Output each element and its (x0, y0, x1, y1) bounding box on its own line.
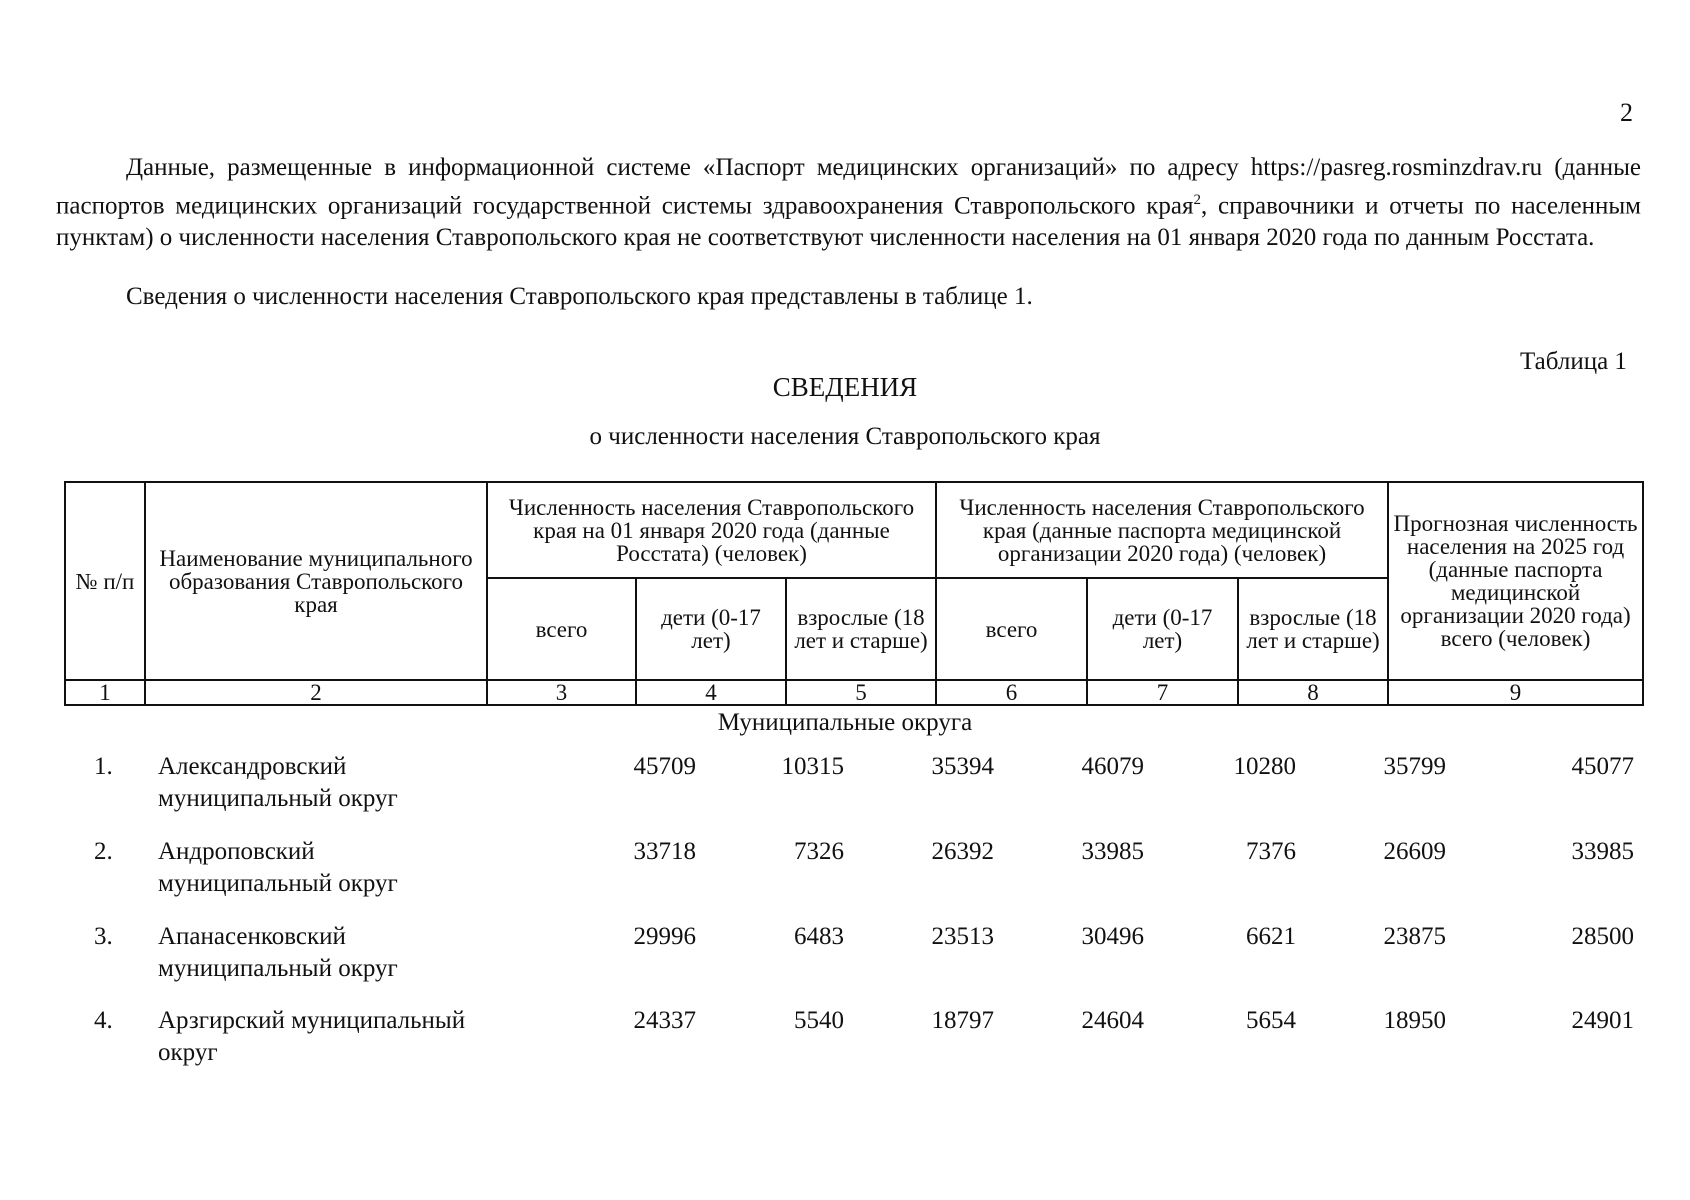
intro-paragraph-1 (56, 152, 1641, 254)
row-index: 3. (94, 923, 113, 950)
row-index: 2. (94, 838, 113, 865)
cell-passport-children: 7376 (1246, 838, 1296, 865)
header-rosstat-adults: взрослые (18 лет и старше) (786, 578, 936, 680)
table-row (64, 1005, 1642, 1085)
document-subtitle: о численности населения Ставропольского края (589, 423, 1101, 450)
header-forecast: Прогнозная численность населения на 2025 год (данные паспорта медицинской организации 2020 года) всего (человек) (1388, 482, 1643, 680)
cell-rosstat-total: 29996 (633, 923, 696, 950)
cell-rosstat-children: 7326 (794, 838, 844, 865)
cell-rosstat-adults: 23513 (931, 923, 994, 950)
column-number: 4 (636, 680, 786, 705)
cell-rosstat-adults: 18797 (931, 1007, 994, 1034)
cell-rosstat-children: 5540 (794, 1007, 844, 1034)
row-index: 1. (94, 753, 113, 780)
row-name: Андроповский муниципальный округ (158, 838, 398, 897)
header-passport-total: всего (936, 578, 1087, 680)
document-title: СВЕДЕНИЯ (772, 372, 918, 402)
column-number: 9 (1388, 680, 1643, 705)
cell-passport-children: 10280 (1233, 753, 1296, 780)
header-name: Наименование муниципального образования Ставропольского края (145, 482, 487, 680)
cell-rosstat-adults: 26392 (931, 838, 994, 865)
row-name: Александровский муниципальный округ (158, 753, 398, 812)
cell-passport-total: 30496 (1081, 923, 1144, 950)
cell-rosstat-children: 6483 (794, 923, 844, 950)
cell-rosstat-children: 10315 (781, 753, 844, 780)
footnote-mark: 2 (1193, 192, 1202, 208)
column-number: 5 (786, 680, 936, 705)
column-number: 7 (1087, 680, 1238, 705)
cell-passport-children: 5654 (1246, 1007, 1296, 1034)
cell-passport-total: 33985 (1081, 838, 1144, 865)
page-number: 2 (1620, 98, 1633, 127)
column-number: 6 (936, 680, 1087, 705)
cell-forecast: 24901 (1571, 1007, 1634, 1034)
population-table-header (64, 481, 1644, 706)
cell-passport-children: 6621 (1246, 923, 1296, 950)
column-number: 8 (1238, 680, 1388, 705)
row-name: Апанасенковский муниципальный округ (158, 923, 398, 982)
table-row (64, 921, 1642, 1001)
cell-forecast: 28500 (1571, 923, 1634, 950)
column-number: 2 (145, 680, 487, 705)
cell-forecast: 45077 (1571, 753, 1634, 780)
intro-text: Данные, размещенные в информационной системе «Паспорт медицинских организаций» по адресу https://pasreg.rosminzdrav.ru (данные паспортов медицинских организаций государственной системы здравоохранения Ставропольского края (56, 154, 1641, 220)
table-row (64, 751, 1642, 831)
row-name: Арзгирский муниципальный округ (158, 1007, 466, 1066)
cell-rosstat-total: 33718 (633, 838, 696, 865)
header-rosstat-children: дети (0-17 лет) (636, 578, 786, 680)
cell-forecast: 33985 (1571, 838, 1634, 865)
header-group-rosstat: Численность населения Ставропольского края на 01 января 2020 года (данные Росстата) (человек) (487, 482, 936, 578)
header-passport-children: дети (0-17 лет) (1087, 578, 1238, 680)
column-number: 3 (487, 680, 636, 705)
cell-passport-total: 46079 (1081, 753, 1144, 780)
cell-rosstat-adults: 35394 (931, 753, 994, 780)
column-number: 1 (65, 680, 145, 705)
table-label: Таблица 1 (1520, 348, 1627, 375)
header-num: № п/п (65, 482, 145, 680)
intro-paragraph-2: Сведения о численности населения Ставропольского края представлены в таблице 1. (126, 283, 1033, 310)
cell-passport-adults: 35799 (1383, 753, 1446, 780)
cell-passport-adults: 18950 (1383, 1007, 1446, 1034)
cell-passport-adults: 23875 (1383, 923, 1446, 950)
row-index: 4. (94, 1007, 113, 1034)
header-group-passport: Численность населения Ставропольского края (данные паспорта медицинской организации 2020 года) (человек) (936, 482, 1388, 578)
header-passport-adults: взрослые (18 лет и старше) (1238, 578, 1388, 680)
cell-passport-adults: 26609 (1383, 838, 1446, 865)
section-heading: Муниципальные округа (717, 709, 973, 736)
cell-rosstat-total: 45709 (633, 753, 696, 780)
intro-text-tail: , справочники и отчеты по населенным пунктам) о численности населения Ставропольского края не соответствуют численности населения на 01 января 2020 года по данным Росстата. (56, 192, 1642, 252)
table-row (64, 836, 1642, 916)
cell-rosstat-total: 24337 (633, 1007, 696, 1034)
header-rosstat-total: всего (487, 578, 636, 680)
cell-passport-total: 24604 (1081, 1007, 1144, 1034)
